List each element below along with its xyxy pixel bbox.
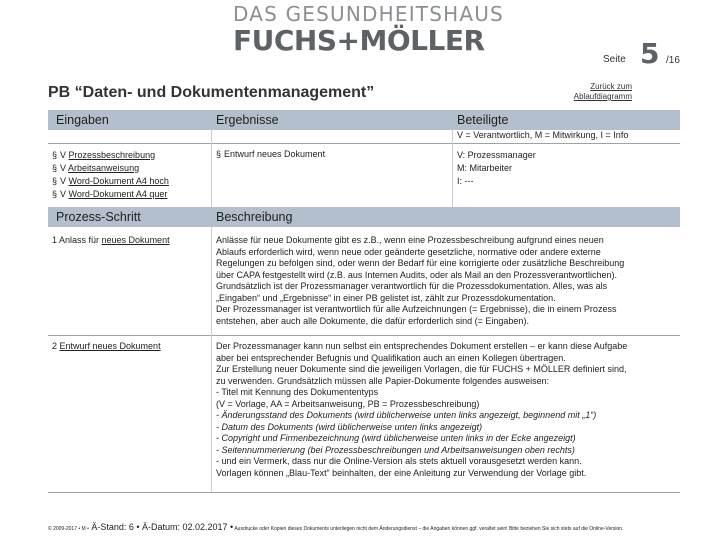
list-item: I: ---: [457, 176, 474, 186]
ergebnisse-list: [216, 149, 325, 161]
divider: [48, 143, 680, 144]
page-title: PB “Daten- und Dokumentenmanagement”: [48, 84, 375, 101]
list-item: § V Prozessbeschreibung: [52, 150, 156, 160]
column-divider: [452, 130, 453, 207]
page-number: 5: [640, 37, 660, 70]
io-header-band: [48, 110, 680, 130]
logo-line2: [233, 24, 485, 57]
logo-line1: DAS GESUNDHEITSHAUS: [233, 2, 504, 26]
prozessbeschreibung-link[interactable]: Prozessbeschreibung: [68, 150, 156, 160]
eingaben-header: Eingaben: [56, 113, 109, 127]
beteiligte-header: Beteiligte: [457, 113, 509, 127]
step-2-description: Der Prozessmanager kann nun selbst ein entsprechendes Dokument erstellen – er kann diese Aufgabe aber bei entsprechender Befugnis und Qualifikation auch an einen Kollegen übertragen. Zur Erstellung neuer Dokumente sind die jeweiligen Vorlagen, die für FUCHS + MÖLLER definiert sind, zu verwenden. Grundsätzlich müssen alle Papier-Dokumente folgendes ausweisen: - Titel mit Kennung des Dokumententyps (V = Vorlage, AA = Arbeitsanweisung, PB = Prozessbeschreibung) - Änderungsstand des Dokuments (wird üblicherweise unten links angezeigt, beginnend mit „1“) - Datum des Dokuments (wird üblicherweise unten links angezeigt) - Copyright und Firmenbezeichnung (wird üblicherweise unten links in der Ecke angezeigt) - Seitennummerierung (bei Prozessbeschreibungen und Arbeitsanweisungen oben rechts) - und ein Vermerk, dass nur die Online-Version als stets aktuell vorausgesetzt werden kann. Vorlagen können „Blau-Text“ beinhalten, der eine Anleitung zur Verwendung der Vorlage gibt.: [216, 341, 628, 478]
page-label: Seite: [603, 54, 626, 65]
logo-moeller: MÖLLER: [359, 24, 485, 57]
list-item: § V Word-Dokument A4 quer: [52, 189, 168, 199]
column-divider: [211, 130, 212, 207]
footer-copyright: © 2009-2017 • M •: [48, 526, 89, 532]
neues-dokument-link[interactable]: neues Dokument: [101, 235, 170, 245]
entwurf-link[interactable]: Entwurf neues Dokument: [59, 341, 161, 351]
divider: [48, 492, 680, 493]
page-total: /16: [666, 55, 680, 66]
arbeitsanweisung-link[interactable]: Arbeitsanweisung: [68, 163, 140, 173]
list-item: V: Prozessmanager: [457, 150, 536, 160]
word-a4-quer-link[interactable]: Word-Dokument A4 quer: [68, 189, 168, 199]
divider: [48, 335, 680, 336]
schritt-header: Prozess-Schritt: [56, 210, 141, 224]
footer-stand: Ä-Stand: 6 • Ä-Datum: 02.02.2017 •: [88, 522, 234, 532]
back-to-diagram-link[interactable]: Zurück zum Ablaufdiagramm: [573, 82, 632, 101]
ergebnisse-header: Ergebnisse: [216, 113, 279, 127]
logo-fuchs: FUCHS: [233, 24, 337, 57]
steps-header-band: [48, 207, 680, 227]
step-1-description: Anlässe für neue Dokumente gibt es z.B., wenn eine Prozessbeschreibung aufgrund eines neuen Ablaufs erforderlich wird, wenn neue oder geänderte gesetzliche, normative oder andere externe Regelungen zu befolgen sind, oder wenn der Bedarf für eine korrigierte oder zusätzliche Beschreibung über CAPA festgestellt wird (z.B. aus Internen Audits, oder als Mail an den Prozessverantwortlichen). Grundsätzlich ist der Prozessmanager verantwortlich für die Prozessdokumentation. Alles, was als „Eingaben“ und „Ergebnisse“ in einer PB gelistet ist, zählt zur Prozessdokumentation. Der Prozessmanager ist verantwortlich für alle Aufzeichnungen (= Ergebnisse), die in einem Prozess entstehen, aber auch alle Dokumente, die dafür erforderlich sind (= Eingaben).: [216, 235, 625, 326]
word-a4-hoch-link[interactable]: Word-Dokument A4 hoch: [68, 176, 169, 186]
list-item: § V Word-Dokument A4 hoch: [52, 176, 169, 186]
role-legend: V = Verantwortlich, M = Mitwirkung, I = Info: [457, 130, 629, 140]
footer-note: Ausdrucke oder Kopien dieses Dokuments unterliegen nicht dem Änderungsdienst – die Angaben können ggf. veraltet sein! Bitte beziehen Sie sich stets auf die Online-Version.: [233, 526, 624, 532]
step-1-label: 1 Anlass für neues Dokument: [52, 235, 170, 245]
footer: [48, 522, 688, 532]
beteiligte-list: [457, 149, 536, 188]
step-2-label: 2 Entwurf neues Dokument: [52, 341, 161, 351]
column-divider: [211, 227, 212, 492]
beschreibung-header: Beschreibung: [216, 210, 293, 224]
eingaben-list: [52, 149, 169, 201]
list-item: § Entwurf neues Dokument: [216, 149, 326, 159]
list-item: M: Mitarbeiter: [457, 163, 513, 173]
list-item: § V Arbeitsanweisung: [52, 163, 140, 173]
logo-plus: +: [336, 24, 360, 57]
